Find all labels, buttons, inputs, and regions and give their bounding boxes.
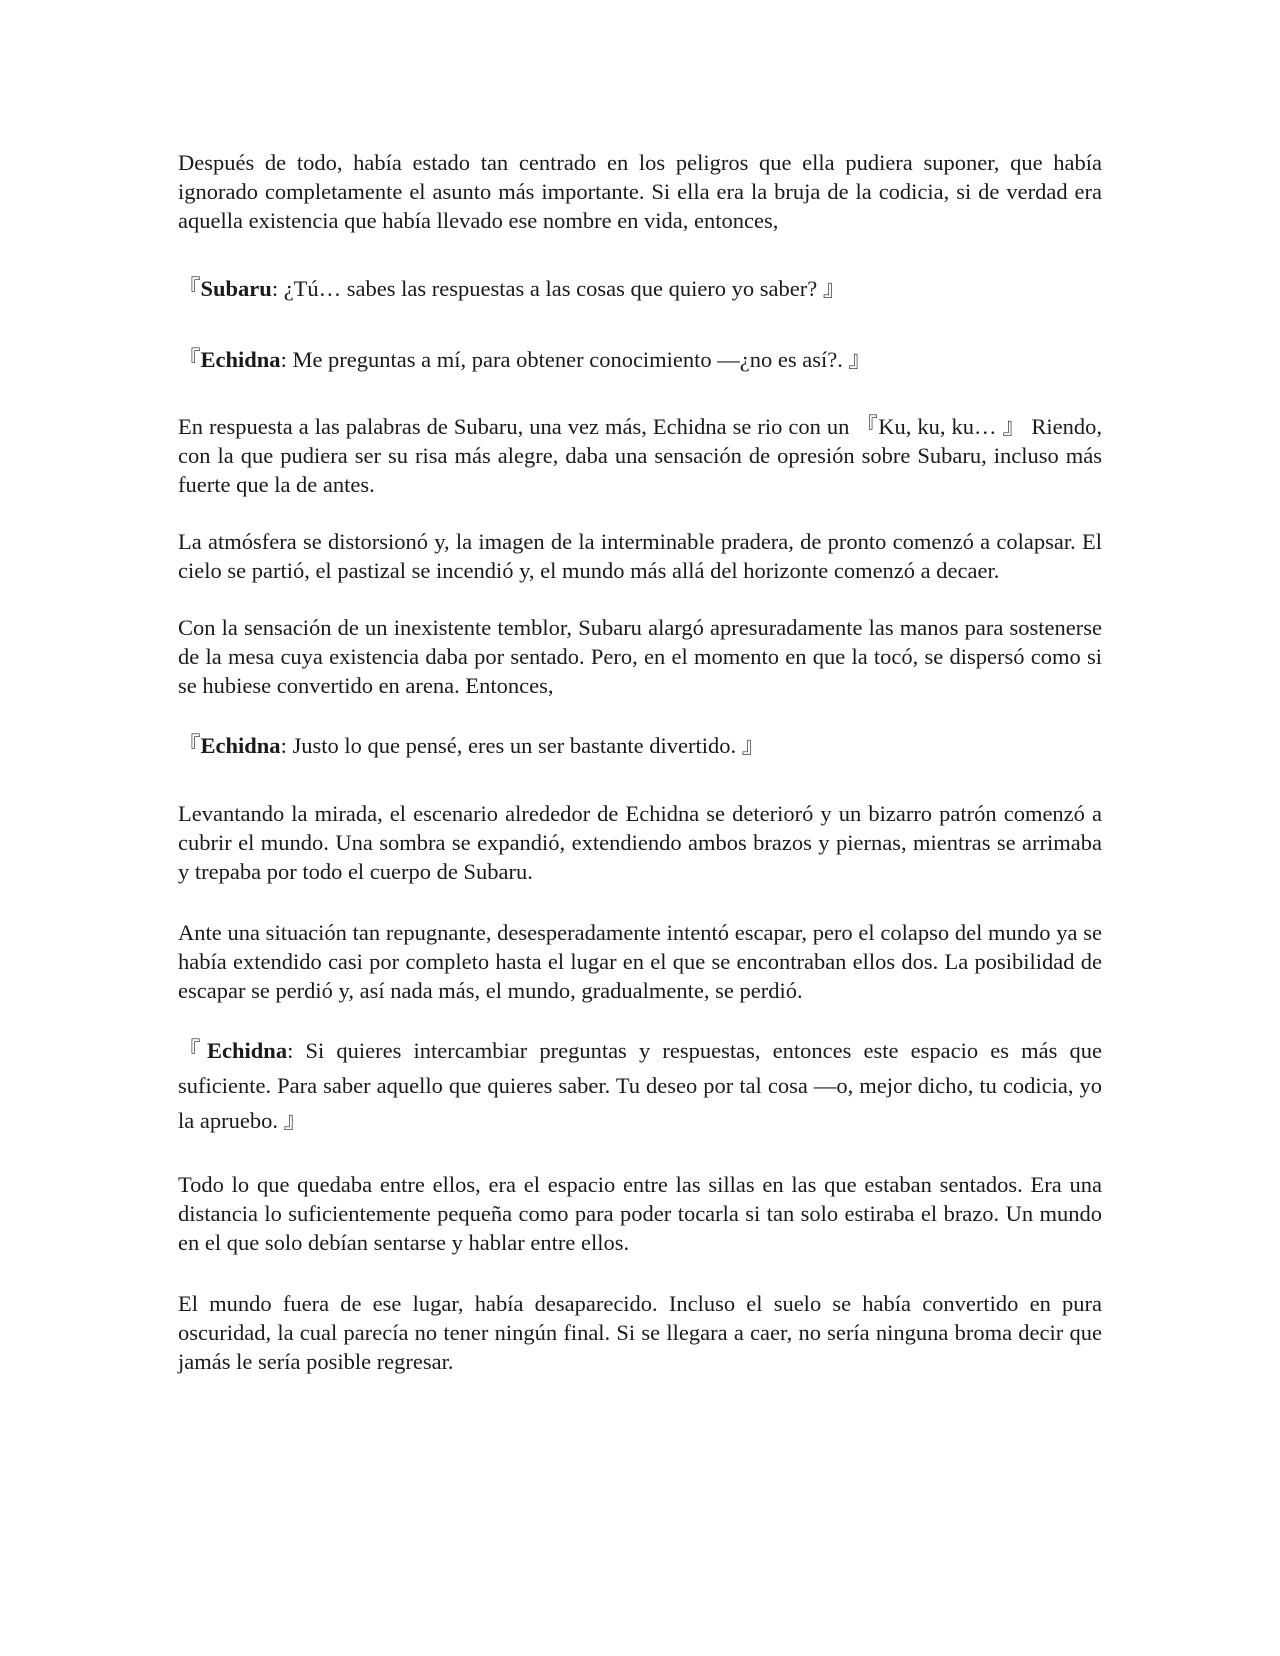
speaker-name: Subaru (200, 276, 272, 301)
document-body (178, 148, 1102, 1376)
dialogue-text: : Justo lo que pensé, eres un ser bastante divertido. 』 (280, 733, 765, 758)
quote-open-mark: 『 (178, 276, 201, 301)
paragraph: Después de todo, había estado tan centrado en los peligros que ella pudiera suponer, que había ignorado completamente el asunto más importante. Si ella era la bruja de la codicia, si de verdad era aquella existencia que había llevado ese nombre en vida, entonces, (178, 150, 1102, 233)
paragraph: Ante una situación tan repugnante, desesperadamente intentó escapar, pero el colapso del mundo ya se había extendido casi por completo hasta el lugar en el que se encontraban ellos dos. La posibilidad de escapar se perdió y, así nada más, el mundo, gradualmente, se perdió. (178, 920, 1102, 1003)
paragraph: La atmósfera se distorsionó y, la imagen de la interminable pradera, de pronto comenzó a colapsar. El cielo se partió, el pastizal se incendió y, el mundo más allá del horizonte comenzó a decaer. (178, 529, 1102, 583)
speaker-name: Echidna (200, 733, 281, 758)
dialogue-line (178, 342, 1102, 377)
paragraph: Todo lo que quedaba entre ellos, era el espacio entre las sillas en las que estaban sentados. Era una distancia lo suficientemente pequeña como para poder tocarla si tan solo estiraba el brazo. Un mundo en el que solo debían sentarse y hablar entre ellos. (178, 1172, 1102, 1255)
paragraph: Con la sensación de un inexistente temblor, Subaru alargó apresuradamente las manos para sostenerse de la mesa cuya existencia daba por sentado. Pero, en el momento en que la tocó, se dispersó como si se hubiese convertido en arena. Entonces, (178, 615, 1102, 698)
paragraph: El mundo fuera de ese lugar, había desaparecido. Incluso el suelo se había convertido en pura oscuridad, la cual parecía no tener ningún final. Si se llegara a caer, no sería ninguna broma decir que jamás le sería posible regresar. (178, 1291, 1102, 1374)
quote-open-mark: 『 (178, 347, 201, 372)
dialogue-line (178, 728, 1102, 763)
quote-open-mark: 『 (178, 733, 201, 758)
dialogue-line (178, 1033, 1102, 1138)
dialogue-text: : Si quieres intercambiar preguntas y respuestas, entonces este espacio es más que suficiente. Para saber aquello que quieres saber. Tu deseo por tal cosa —o, mejor dicho, tu codicia, yo la apruebo. 』 (178, 1038, 1102, 1133)
dialogue-line (178, 271, 1102, 306)
dialogue-text: : Me preguntas a mí, para obtener conocimiento —¿no es así?. 』 (280, 347, 872, 372)
speaker-name: Echidna (207, 1038, 288, 1063)
paragraph: Levantando la mirada, el escenario alrededor de Echidna se deterioró y un bizarro patrón comenzó a cubrir el mundo. Una sombra se expandió, extendiendo ambos brazos y piernas, mientras se arrimaba y trepaba por todo el cuerpo de Subaru. (178, 801, 1102, 884)
quote-open-mark: 『 (178, 1038, 208, 1063)
dialogue-text: : ¿Tú… sabes las respuestas a las cosas que quiero yo saber? 』 (271, 276, 846, 301)
speaker-name: Echidna (200, 347, 281, 372)
paragraph: En respuesta a las palabras de Subaru, una vez más, Echidna se rio con un 『Ku, ku, ku… 』 Riendo, con la que pudiera ser su risa más alegre, daba una sensación de opresión sobre Subaru, incluso más fuerte que la de antes. (178, 414, 1102, 497)
